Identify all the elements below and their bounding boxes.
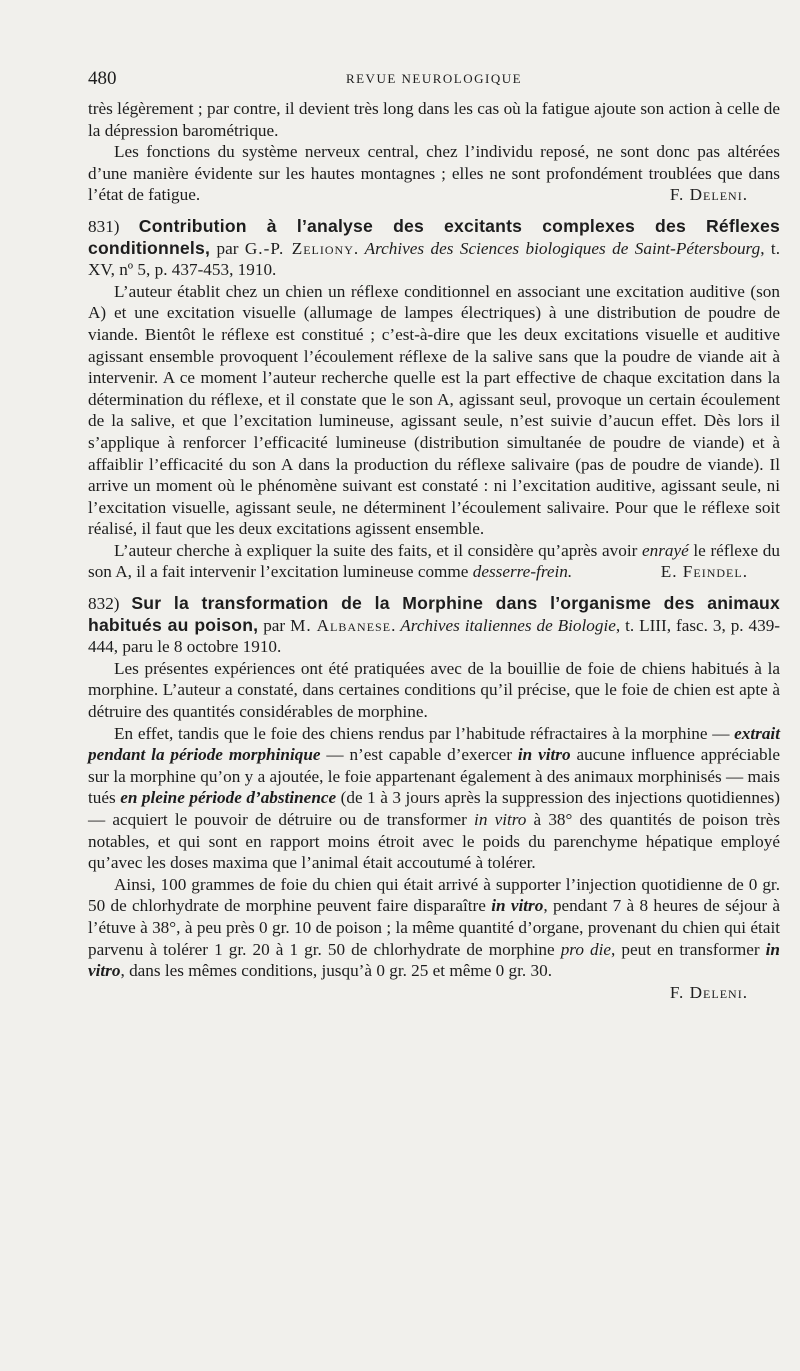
text-run: , peut en transformer: [611, 939, 766, 959]
entry-title: Contribution à l’analyse des excitants complexes des Réflexes conditionnels,: [88, 215, 780, 258]
text-run: En effet, tandis que le foie des chiens rendus par l’habitude réfractaires à la morphine —: [114, 723, 735, 743]
entry-journal: Archives des Sciences biologiques de Saint-Pétersbourg: [364, 238, 761, 258]
running-title: REVUE NEUROLOGIQUE: [345, 71, 523, 86]
entry-heading: [88, 593, 780, 658]
entry-reference: , t. LIII, fasc. 3, p. 439-444, paru le 8 octobre 1910.: [88, 615, 781, 657]
text-run-bold-italic: in vitro: [88, 939, 780, 981]
entry-heading: [88, 216, 780, 281]
paragraph-text: Les fonctions du système nerveux central, chez l’individu reposé, ne sont donc pas altérées d’une manière évidente sur les hautes montagnes ; elles ne sont profondément troublées que dans l’état de fatigue.: [88, 142, 780, 205]
text-run: Ainsi, 100 grammes de foie du chien qui était arrivé à supporter l’injection quotidienne de 0 gr. 50 de chlorhydrate de morphine peuvent faire disparaître: [88, 874, 780, 916]
by-text: par: [258, 615, 291, 635]
entry-journal: Archives italiennes de Biologie: [400, 615, 616, 635]
by-text: par: [210, 238, 245, 258]
entry-number: 832): [88, 594, 120, 614]
text-run: le réflexe du son A, il a fait intervenir l’excitation lumineuse comme: [88, 540, 780, 582]
text-run-italic: pro die: [560, 939, 612, 959]
text-run: aucune influence appréciable sur la morphine qu’on y a ajoutée, le foie appartenant également à des animaux morphinisés — mais tués: [88, 745, 781, 808]
signature: F. Deleni.: [669, 185, 748, 205]
paragraph: L’auteur établit chez un chien un réflexe conditionnel en associant une excitation auditive (son A) et une excitation visuelle (allumage de lampes électriques) à une distribution de poudre de viande. Bientôt le réflexe est constitué ; c’est-à-dire que les deux excitations visuelle et auditive agissant ensemble provoquent l’écoulement réflexe de la salive sans que la poudre de viande ait à intervenir. A ce moment l’auteur recherche quelle est la part effective de chaque excitation dans la détermination du réflexe, et il constate que le son A, agissant seul, provoque un certain écoulement de la salive, et que l’excitation lumineuse, agissant seule, n’est suivie d’aucun effet. Dès lors il s’applique à renforcer l’efficacité lumineuse (distribution simultanée de poudre de viande) et à affaiblir l’efficacité du son A dans la production du réflexe salivaire (pas de poudre de viande). Il arrive un moment où le phénomène suivant est constaté : ni l’excitation auditive, agissant seule, ni l’excitation visuelle, agissant seule, ne déterminent l’écoulement salivaire. Pour que le réflexe soit réalisé, il faut que les deux excitations agissent ensemble.: [88, 281, 780, 539]
entry-title: Sur la transformation de la Morphine dans l’organisme des animaux habitués au poison,: [88, 593, 780, 635]
entry-832: [88, 593, 780, 1003]
paragraph: très légèrement ; par contre, il devient très long dans les cas où la fatigue ajoute son action à celle de la dépression barométrique.: [88, 99, 780, 140]
text-run: , pendant 7 à 8 heures de séjour à l’étuve à 38°, à peu près 0 gr. 10 de poison ; la même quantité d’organe, provenant du chien qui était parvenu à tolérer 1 gr. 20 à 1 gr. 50 de chlorhydrate de morphine: [88, 896, 781, 959]
separator: .: [353, 238, 365, 258]
separator: .: [391, 615, 401, 635]
previous-entry-tail: [88, 98, 780, 206]
page-body: [88, 98, 780, 1003]
text-run: (de 1 à 3 jours après la suppression des injections quotidiennes) — acquiert le pouvoir de détruire ou de transformer: [88, 788, 781, 829]
text-run-bold-italic: extrait pendant la période morphinique: [88, 723, 780, 765]
paragraph: [88, 874, 780, 982]
paragraph: [88, 723, 780, 874]
entry-reference: , t. XV, nº 5, p. 437-453, 1910.: [88, 238, 780, 280]
text-run-bold-italic: in vitro: [517, 745, 571, 765]
text-run-italic: desserre-frein.: [472, 562, 573, 582]
signature: F. Deleni.: [669, 982, 748, 1002]
entry-number: 831): [88, 216, 120, 236]
text-run-bold-italic: en pleine période d’abstinence: [120, 788, 337, 808]
text-run-bold-italic: in vitro: [491, 896, 544, 916]
entry-831: [88, 216, 780, 583]
page-number: 480: [88, 68, 117, 89]
text-run: L’auteur cherche à expliquer la suite des faits, et il considère qu’après avoir: [114, 540, 642, 560]
entry-author: M. Albanese: [290, 615, 392, 635]
signature: E. Feindel.: [660, 562, 748, 582]
text-run-italic: enrayé: [641, 540, 689, 560]
paragraph: [88, 141, 780, 206]
paragraph: Les présentes expériences ont été pratiquées avec de la bouillie de foie de chiens habitués à la morphine. L’auteur a constaté, dans certaines conditions qu’il précise, que le foie de chien est apte à détruire des quantités considérables de morphine.: [88, 658, 780, 722]
entry-author: G.-P. Zeliony: [244, 238, 354, 258]
page-header: [88, 68, 780, 98]
text-run: , dans les mêmes conditions, jusqu’à 0 gr. 25 et même 0 gr. 30.: [120, 961, 553, 981]
text-run: — n’est capable d’exercer: [320, 745, 518, 765]
text-run-italic: in vitro: [474, 810, 527, 829]
text-run: à 38° des quantités de poison très notables, et qui sont en rapport moins étroit avec le poids du parenchyme hépatique employé qu’avec les doses maxima que l’animal était accoutumé à tolérer.: [88, 810, 781, 873]
